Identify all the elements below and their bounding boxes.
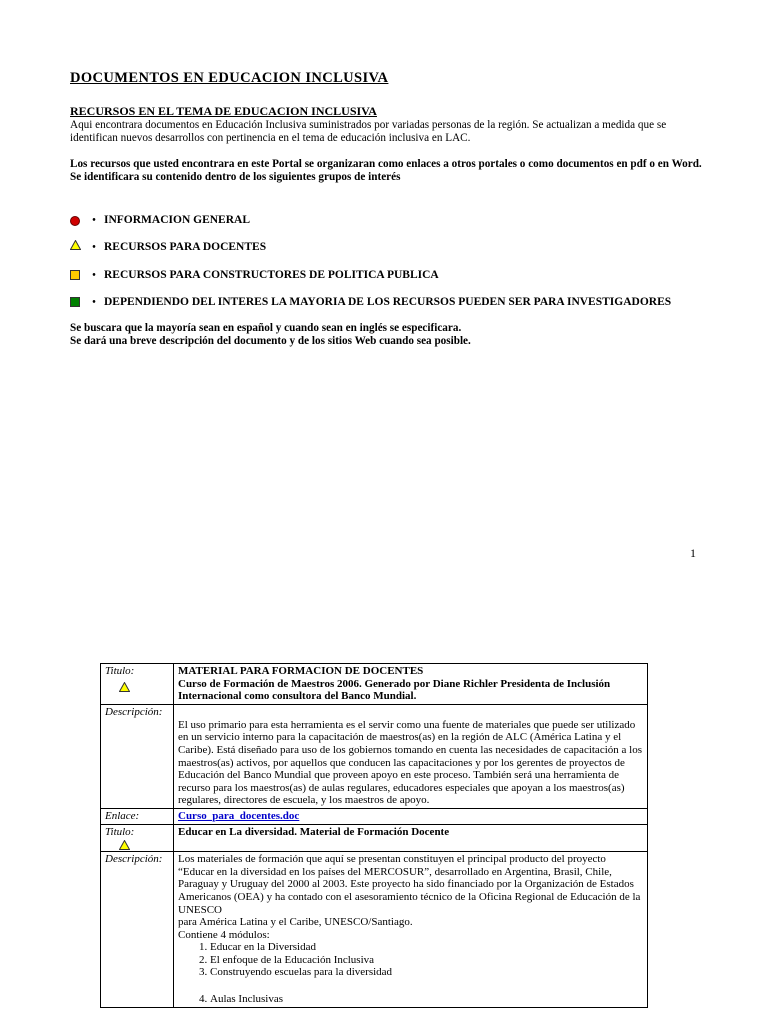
entry-title: Educar en La diversidad. Material de Formación Docente [178, 825, 450, 838]
title-cell [174, 664, 648, 705]
link-cell [174, 808, 648, 824]
table-row [101, 808, 648, 824]
yellow-triangle-icon [119, 840, 130, 850]
orange-square-icon [70, 270, 80, 280]
title-cell [174, 824, 648, 852]
description-cell [174, 852, 648, 1008]
yellow-triangle-icon [70, 240, 81, 250]
category-general: • INFORMACION GENERAL [70, 213, 250, 227]
category-politica: • RECURSOS PARA CONSTRUCTORES DE POLITICA PUBLICA [70, 268, 439, 282]
document-link[interactable]: Curso_para_docentes.doc [178, 809, 300, 822]
description-cell [174, 704, 648, 808]
table-row [101, 704, 648, 808]
yellow-triangle-icon [119, 682, 130, 692]
resources-table [100, 663, 648, 1008]
category-docentes: • RECURSOS PARA DOCENTES [70, 240, 266, 254]
category-label: DEPENDIENDO DEL INTERES LA MAYORIA DE LOS RECURSOS PUEDEN SER PARA INVESTIGADORES [104, 296, 672, 308]
language-note-line1: Se buscara que la mayoría sean en español y cuando sean en inglés se especificara. [70, 322, 462, 334]
portal-note [70, 158, 730, 184]
description-label-cell: Descripción: [101, 704, 174, 808]
entry-subtitle: Curso de Formación de Maestros 2006. Generado por Diane Richler Presidenta de Inclusión Internacional como consultora del Banco Mundial. [178, 677, 611, 703]
modules-list [178, 941, 643, 1005]
table-row [101, 852, 648, 1008]
page-number: 1 [690, 546, 696, 560]
entry-description: El uso primario para esta herramienta es el servir como una fuente de materiales que puede ser utilizado en un servicio interno para la capacitación de maestros(as) en la región de ALC (América Latina y el Caribe). Está diseñado para uso de los gobiernos tomando en cuenta las necesidades de capacitación a los maestros(as) activos, por aquellos que conducen las capacitaciones y por los gerentes de proyectos de Educación del Banco Mundial que proveen apoyo en este proceso. También será una herramienta de recurso para los maestros(as) de aulas regulares, educadores especiales que apoyan a los maestros(as) regulares, directores de escuela, y los maestros de apoyo. [178, 718, 642, 807]
list-item: 2. El enfoque de la Educación Inclusiva [210, 954, 643, 967]
language-note-line2: Se dará una breve descripción del documento y de los sitios Web cuando sea posible. [70, 335, 471, 347]
link-label-cell: Enlace: [101, 808, 174, 824]
title-label-cell: Titulo: [101, 664, 174, 705]
category-investigadores: • DEPENDIENDO DEL INTERES LA MAYORIA DE LOS RECURSOS PUEDEN SER PARA INVESTIGADORES [70, 295, 671, 309]
table-row [101, 824, 648, 852]
category-label: INFORMACION GENERAL [104, 214, 250, 226]
list-item: 1. Educar en la Diversidad [210, 941, 643, 954]
modules-intro: Contiene 4 módulos: [178, 928, 270, 941]
title-label-cell: Titulo: [101, 824, 174, 852]
portal-note-line2: Se identificara su contenido dentro de los siguientes grupos de interés [70, 171, 401, 183]
intro-paragraph: Aqui encontrara documentos en Educación Inclusiva suministrados por variadas personas de la región. Se actualizan a medida que se identifican nuevos desarrollos con pertinencia en el tema de educación inclusiva en LAC. [70, 119, 667, 144]
portal-note-line1: Los recursos que usted encontrara en este Portal se organizaran como enlaces a otros portales o como documentos en pdf o en Word. [70, 158, 702, 170]
entry-description-cont: para América Latina y el Caribe, UNESCO/Santiago. [178, 916, 413, 929]
language-note [70, 322, 471, 348]
category-label: RECURSOS PARA DOCENTES [104, 241, 267, 253]
category-label: RECURSOS PARA CONSTRUCTORES DE POLITICA PUBLICA [104, 269, 439, 281]
entry-title: MATERIAL PARA FORMACION DE DOCENTES [178, 665, 424, 677]
table-row [101, 664, 648, 705]
entry-description: Los materiales de formación que aquí se presentan constituyen el principal producto del proyecto “Educar en la diversidad en los países del MERCOSUR”, desarrollado en Argentina, Brasil, Chile, Paraguay y Uruguay del 2000 al 2003. Este proyecto ha sido financiado por la Organización de Estados Americanos (OEA) y ha contado con el asesoramiento técnico de la Oficina Regional de Educación de la UNESCO [178, 853, 641, 916]
red-circle-icon [70, 216, 80, 226]
green-square-icon [70, 297, 80, 307]
section-subtitle: RECURSOS EN EL TEMA DE EDUCACION INCLUSIVA [70, 104, 377, 118]
document-title: DOCUMENTOS EN EDUCACION INCLUSIVA [70, 70, 389, 86]
list-item: 4. Aulas Inclusivas [210, 993, 643, 1006]
description-label-cell: Descripción: [101, 852, 174, 1008]
list-item: 3. Construyendo escuelas para la diversidad [210, 966, 643, 979]
